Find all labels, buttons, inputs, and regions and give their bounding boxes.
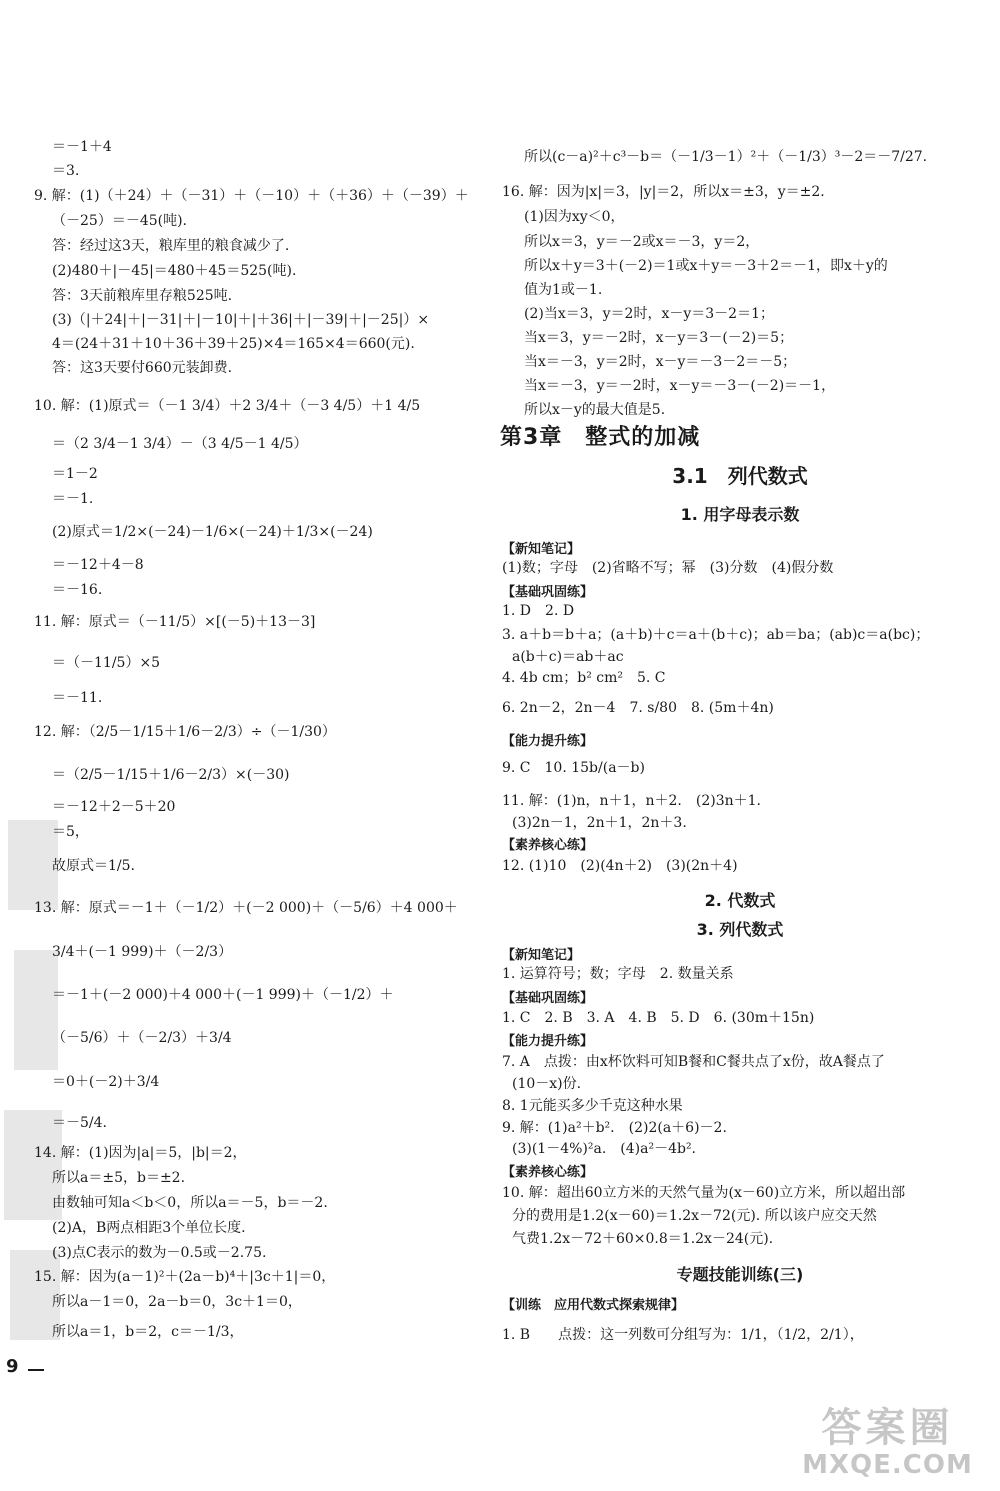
answer-line: ＝1－2 <box>52 466 98 482</box>
answer-line: （－25）＝－45(吨). <box>52 213 188 229</box>
answer-line: 当x＝3，y＝－2时，x－y＝3－(－2)＝5； <box>524 330 794 346</box>
answer-line: 12. 解：（2/5－1/15＋1/6－2/3）÷（－1/30） <box>34 724 336 740</box>
page-number: 9 <box>6 1356 19 1377</box>
answer-line: 1. 运算符号；数；字母 2. 数量关系 <box>502 966 734 982</box>
answer-line: 10. 解：(1)原式＝（－1 3/4）＋2 3/4＋（－3 4/5）＋1 4/5 <box>34 398 421 414</box>
answer-line: 答：3天前粮库里存粮525吨. <box>52 288 233 304</box>
special-training-heading: 专题技能训练(三) <box>676 1265 804 1284</box>
subsection-heading: 1. 用字母表示数 <box>680 505 800 524</box>
section-heading: 3.1 列代数式 <box>672 464 808 488</box>
answer-line: ＝－12＋4－8 <box>52 557 144 573</box>
tag-core: 【素养核心练】 <box>502 1165 594 1180</box>
answer-line: 3/4＋(－1 999)＋（－2/3） <box>52 944 233 960</box>
answer-line: ＝（2 3/4－1 3/4）－（3 4/5－1 4/5） <box>52 436 308 452</box>
answer-line: (2)480＋|－45|＝480＋45＝525(吨). <box>52 263 297 279</box>
answer-line: ＝0＋(－2)＋3/4 <box>52 1074 160 1090</box>
answer-line: (3)（|＋24|＋|－31|＋|－10|＋|＋36|＋|－39|＋|－25|）× <box>52 312 430 328</box>
answer-line: ＝－11. <box>52 690 103 706</box>
answer-line: 所以(c－a)²＋c³－b＝（－1/3－1）²＋（－1/3）³－2＝－7/27. <box>524 149 928 165</box>
answer-line: 故原式＝1/5. <box>52 858 135 874</box>
tag-new-notes: 【新知笔记】 <box>502 948 581 963</box>
answer-line: 气费1.2x－72＋60×0.8＝1.2x－24(元). <box>512 1231 774 1247</box>
answer-line: 1. D 2. D <box>502 603 575 619</box>
answer-line: 1. B 点拨：这一列数可分组写为：1/1，（1/2，2/1）， <box>502 1327 864 1343</box>
answer-line: (3)点C表示的数为－0.5或－2.75. <box>52 1245 267 1261</box>
answer-line: 7. A 点拨：由x杯饮料可知B餐和C餐共点了x份，故A餐点了 <box>502 1054 885 1070</box>
subsection-heading: 3. 列代数式 <box>696 920 784 939</box>
answer-line: 11. 解：(1)n，n＋1，n＋2. (2)3n＋1. <box>502 793 761 809</box>
answer-line: 所以x＋y＝3＋(－2)＝1或x＋y＝－3＋2＝－1，即x＋y的 <box>524 258 888 274</box>
answer-line: 所以a－1＝0，2a－b＝0，3c＋1＝0， <box>52 1294 302 1310</box>
answer-line: 3. a＋b＝b＋a；(a＋b)＋c＝a＋(b＋c)；ab＝ba；(ab)c＝a(bc)； <box>502 627 930 643</box>
answer-line: ＝－5/4. <box>52 1115 107 1131</box>
answer-line: 当x＝－3，y＝2时，x－y＝－3－2＝－5； <box>524 354 797 370</box>
answer-line: ＝5， <box>52 824 89 840</box>
answer-line: 9. 解：(1)a²＋b². (2)2(a＋6)－2. <box>502 1120 727 1136</box>
answer-line: (2)原式＝1/2×(－24)－1/6×(－24)＋1/3×(－24) <box>52 524 373 540</box>
answer-line: (2)A，B两点相距3个单位长度. <box>52 1220 246 1236</box>
answer-line: 4. 4b cm；b² cm² 5. C <box>502 670 666 686</box>
answer-line: ＝－1＋4 <box>52 139 112 155</box>
answer-line: 11. 解：原式＝（－11/5）×[(－5)＋13－3] <box>34 614 316 630</box>
answer-line: 12. (1)10 (2)(4n＋2) (3)(2n＋4) <box>502 858 738 874</box>
answer-line: （－5/6）＋（－2/3）＋3/4 <box>52 1030 232 1046</box>
chapter-heading: 第3章 整式的加减 <box>500 425 701 450</box>
answer-line: (3)(1－4%)²a. (4)a²－4b². <box>512 1141 697 1157</box>
tag-basic: 【基础巩固练】 <box>502 585 594 600</box>
answer-line: (10－x)份. <box>512 1076 582 1092</box>
answer-line: 答：经过这3天，粮库里的粮食减少了. <box>52 238 290 254</box>
answer-line: 所以x＝3，y＝－2或x＝－3，y＝2， <box>524 234 760 250</box>
answer-line: (1)数；字母 (2)省略不写；幂 (3)分数 (4)假分数 <box>502 560 834 576</box>
answer-line: 所以x－y的最大值是5. <box>524 402 666 418</box>
answer-line: (2)当x＝3，y＝2时，x－y＝3－2＝1； <box>524 306 774 322</box>
answer-line: (1)因为xy＜0， <box>524 209 625 225</box>
answer-line: 9. C 10. 15b/(a－b) <box>502 760 645 776</box>
watermark <box>780 1396 995 1488</box>
answer-line: 8. 1元能买多少千克这种水果 <box>502 1098 683 1114</box>
answer-line: 值为1或－1. <box>524 282 603 298</box>
answer-line: 4＝(24＋31＋10＋36＋39＋25)×4＝165×4＝660(元). <box>52 336 415 352</box>
tag-basic: 【基础巩固练】 <box>502 991 594 1006</box>
answer-line: 由数轴可知a＜b＜0，所以a＝－5，b＝－2. <box>52 1195 328 1211</box>
answer-line: ＝（－11/5）×5 <box>52 655 161 671</box>
answer-line: 1. C 2. B 3. A 4. B 5. D 6. (30m＋15n) <box>502 1010 815 1026</box>
answer-line: (3)2n－1，2n＋1，2n＋3. <box>512 815 687 831</box>
tag-core: 【素养核心练】 <box>502 838 594 853</box>
answer-line: ＝（2/5－1/15＋1/6－2/3）×(－30) <box>52 767 290 783</box>
answer-line: ＝3. <box>52 163 80 179</box>
answer-line: 14. 解：(1)因为|a|＝5，|b|＝2， <box>34 1145 247 1161</box>
answer-line: 10. 解：超出60立方米的天然气量为(x－60)立方米，所以超出部 <box>502 1185 906 1201</box>
watermark-brand: 答案圈 <box>821 1405 954 1451</box>
watermark-url: MXQE.COM <box>802 1450 973 1480</box>
answer-line: ＝－12＋2－5＋20 <box>52 799 176 815</box>
answer-line: ＝－16. <box>52 582 103 598</box>
answer-line: 15. 解：因为(a－1)²＋(2a－b)⁴＋|3c＋1|＝0， <box>34 1269 336 1285</box>
answer-line: 9. 解：(1)（＋24）＋（－31）＋（－10）＋（＋36）＋（－39）＋ <box>34 188 469 204</box>
answer-line: ＝－1. <box>52 491 94 507</box>
tag-new-notes: 【新知笔记】 <box>502 542 581 557</box>
tag-ability: 【能力提升练】 <box>502 734 594 749</box>
answer-line: 所以a＝±5，b＝±2. <box>52 1170 186 1186</box>
page-number-rule <box>28 1369 44 1371</box>
answer-line: 分的费用是1.2(x－60)＝1.2x－72(元). 所以该户应交天然 <box>512 1208 877 1224</box>
tag-ability: 【能力提升练】 <box>502 1034 594 1049</box>
subsection-heading: 2. 代数式 <box>704 891 776 910</box>
answer-line: 13. 解：原式＝－1＋（－1/2）＋(－2 000)＋（－5/6）＋4 000＋ <box>34 900 458 916</box>
answer-line: ＝－1＋(－2 000)＋4 000＋(－1 999)＋（－1/2）＋ <box>52 987 394 1003</box>
answer-line: 16. 解：因为|x|＝3，|y|＝2，所以x＝±3，y＝±2. <box>502 184 825 200</box>
answer-line: a(b＋c)＝ab＋ac <box>512 649 624 665</box>
answer-line: 当x＝－3，y＝－2时，x－y＝－3－(－2)＝－1， <box>524 378 836 394</box>
answer-line: 所以a＝1，b＝2，c＝－1/3， <box>52 1324 244 1340</box>
tag-training: 【训练 应用代数式探索规律】 <box>502 1298 685 1313</box>
answer-line: 答：这3天要付660元装卸费. <box>52 360 233 376</box>
answer-line: 6. 2n－2，2n－4 7. s/80 8. (5m＋4n) <box>502 700 774 716</box>
